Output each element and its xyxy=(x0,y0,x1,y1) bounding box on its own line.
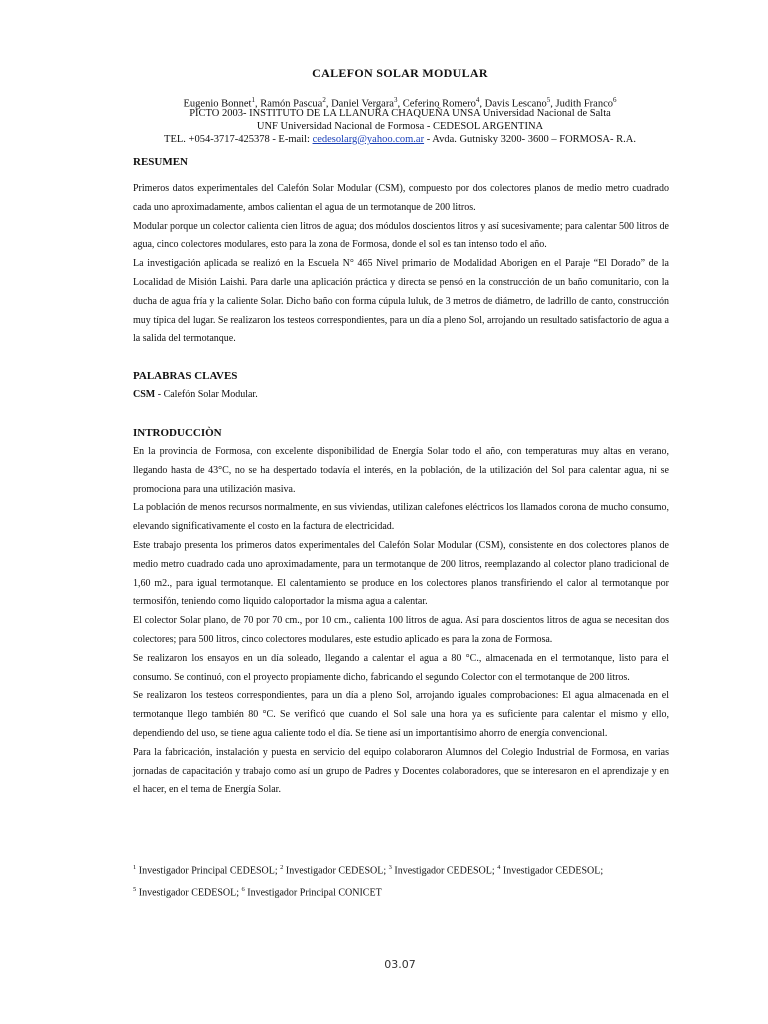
footnote-line-2 xyxy=(133,880,693,902)
contact-address: - Avda. Gutnisky 3200- 3600 – FORMOSA- R.A. xyxy=(426,134,636,145)
footnote-marker: 3 xyxy=(388,864,392,871)
keyword-term: CSM xyxy=(133,389,156,400)
footnote-marker: 5 xyxy=(133,886,137,894)
author-name: , Ceferino Romero xyxy=(397,98,476,110)
author-superscript: 3 xyxy=(393,96,398,104)
footnote-marker: 1 xyxy=(133,864,137,871)
footnote-text: Investigador Principal CEDESOL; xyxy=(136,865,281,877)
footnote-text: Investigador CEDESOL; xyxy=(500,865,604,877)
paragraph: Modular porque un colector calienta cien litros de agua; dos módulos doscientos litros y así sucesivamente; para calentar 500 litros de agua, cinco colectores modulares, esto para la zona de Formosa, donde el sol es tan intenso todo el año. xyxy=(133,220,669,251)
paragraph: Para la fabricación, instalación y puesta en servicio del equipo colaboraron Alumnos del Colegio Industrial de Formosa, en varias jornadas de capacitación y trabajo como así un grupo de Padres y Docentes colaboradores, que se interesaron en el aprendizaje y en el hacer, en el tema de Energía Solar. xyxy=(133,746,669,796)
paragraph: La población de menos recursos normalmente, en sus viviendas, utilizan calefones eléctricos los llamados corona de mucho consumo, elevando significativamente el costo en la factura de electricidad. xyxy=(133,502,669,533)
contact-line xyxy=(120,134,680,147)
email-link[interactable]: cedesolarg@yahoo.com.ar xyxy=(312,134,425,145)
paragraph: Este trabajo presenta los primeros datos experimentales del Calefón Solar Modular (CSM), consistente en dos colectores planos de medio metro cuadrado cada uno aproximadamente, para un termotanque de 200 litros, reemplazando al colector plano tradicional de 1,60 m2., para igual termotanque. El calentamiento se produce en los colectores planos transfiriendo el calor al termotanque por termosifón, teniendo como liquido caloportador la misma agua a calentar. xyxy=(133,539,669,608)
author-superscript: 2 xyxy=(322,96,326,104)
intro-heading: INTRODUCCIÒN xyxy=(133,427,222,439)
paper-title: CALEFON SOLAR MODULAR xyxy=(312,66,488,80)
paragraph: El colector Solar plano, de 70 por 70 cm., por 10 cm., calienta 100 litros de agua. Así para doscientos litros de agua se necesitan dos colectores; para 500 litros, cinco colectores modulares, este estudio aplicado es para la zona de Formosa. xyxy=(133,615,669,645)
author-name: , Ramón Pascua xyxy=(254,98,323,110)
footnote-text: Investigador Principal CONICET xyxy=(244,887,382,899)
contact-prefix: TEL. +054-3717-425378 - E-mail: xyxy=(164,134,310,145)
paragraph: La investigación aplicada se realizó en la Escuela N° 465 Nivel primario de Modalidad Aborigen en el Paraje “El Dorado” de la Localidad de Misión Laishi. Para darle una aplicación práctica y directa se pensó en la construcción de un baño comunitario, con la ducha de agua fría y la caliente Solar. Dicho baño con forma cúpula luluk, de 3 metros de diámetro, de ladrillo de canto, construcción muy típica del lugar. Se realizaron los testeos correspondientes, para un día a pleno Sol, arrojando un resultado satisfactorio de agua a la salida del termotanque. xyxy=(133,258,669,345)
page-number: 03.07 xyxy=(384,958,416,971)
author-superscript: 1 xyxy=(251,96,255,104)
footnote-line-1 xyxy=(133,858,693,880)
author-superscript: 4 xyxy=(475,96,480,104)
footnote-marker: 2 xyxy=(280,864,284,871)
author-name: , Davis Lescano xyxy=(479,98,547,110)
paragraph: En la provincia de Formosa, con excelente disponibilidad de Energía Solar todo el año, con temperaturas muy altas en verano, llegando hasta de 43°C, no se ha despertado todavía el interés, en la población, de la utilización del Sol para calentar agua, ni se promociona para una utilización masiva. xyxy=(133,446,669,495)
affiliation-line-2: UNF Universidad Nacional de Formosa - CEDESOL ARGENTINA xyxy=(256,121,544,132)
resumen-heading: RESUMEN xyxy=(133,156,189,168)
affiliation-line-1: PICTO 2003- INSTITUTO DE LA LLANURA CHAQUEÑA UNSA Universidad Nacional de Salta xyxy=(189,108,611,119)
paragraph: Se realizaron los testeos correspondientes, para un día a pleno Sol, arrojando iguales comprobaciones: El agua almacenada en el termotanque llego también 80 °C. Se verificó que cuando el Sol sale una hora ya es suficiente para calentar el mismo y ello, dependiendo del uso, se tiene agua caliente todo el día. Se tiene así un importantísimo ahorro de energía convencional. xyxy=(133,690,669,739)
author-name: , Judith Franco xyxy=(550,98,613,110)
author-superscript: 6 xyxy=(612,96,617,104)
intro-body xyxy=(133,443,669,800)
footnotes xyxy=(133,858,693,903)
footnote-text: Investigador CEDESOL; xyxy=(391,865,498,877)
resumen-body xyxy=(133,180,669,349)
author-superscript: 5 xyxy=(546,96,551,104)
keywords-line xyxy=(133,386,669,405)
paragraph: Primeros datos experimentales del Calefón Solar Modular (CSM), compuesto por dos colectores planos de medio metro cuadrado cada uno aproximadamente, ambos calientan el agua de un termotanque de 200 litros. xyxy=(133,183,669,213)
author-name: Eugenio Bonnet xyxy=(183,98,252,110)
footnote-marker: 4 xyxy=(497,864,501,871)
footnote-text: Investigador CEDESOL; xyxy=(136,887,242,899)
keyword-definition: - Calefón Solar Modular. xyxy=(155,389,258,400)
footnote-marker: 6 xyxy=(241,886,245,894)
paragraph: Se realizaron los ensayos en un día soleado, llegando a calentar el agua a 80 °C., almacenada en el termotanque, listo para el consumo. Se continuó, con el proyecto propiamente dicho, fabricando el segundo Colector con el termotanque de 200 litros. xyxy=(133,652,669,683)
author-name: , Daniel Vergara xyxy=(325,98,394,110)
keywords-heading: PALABRAS CLAVES xyxy=(133,370,238,382)
footnote-text: Investigador CEDESOL; xyxy=(283,865,389,877)
